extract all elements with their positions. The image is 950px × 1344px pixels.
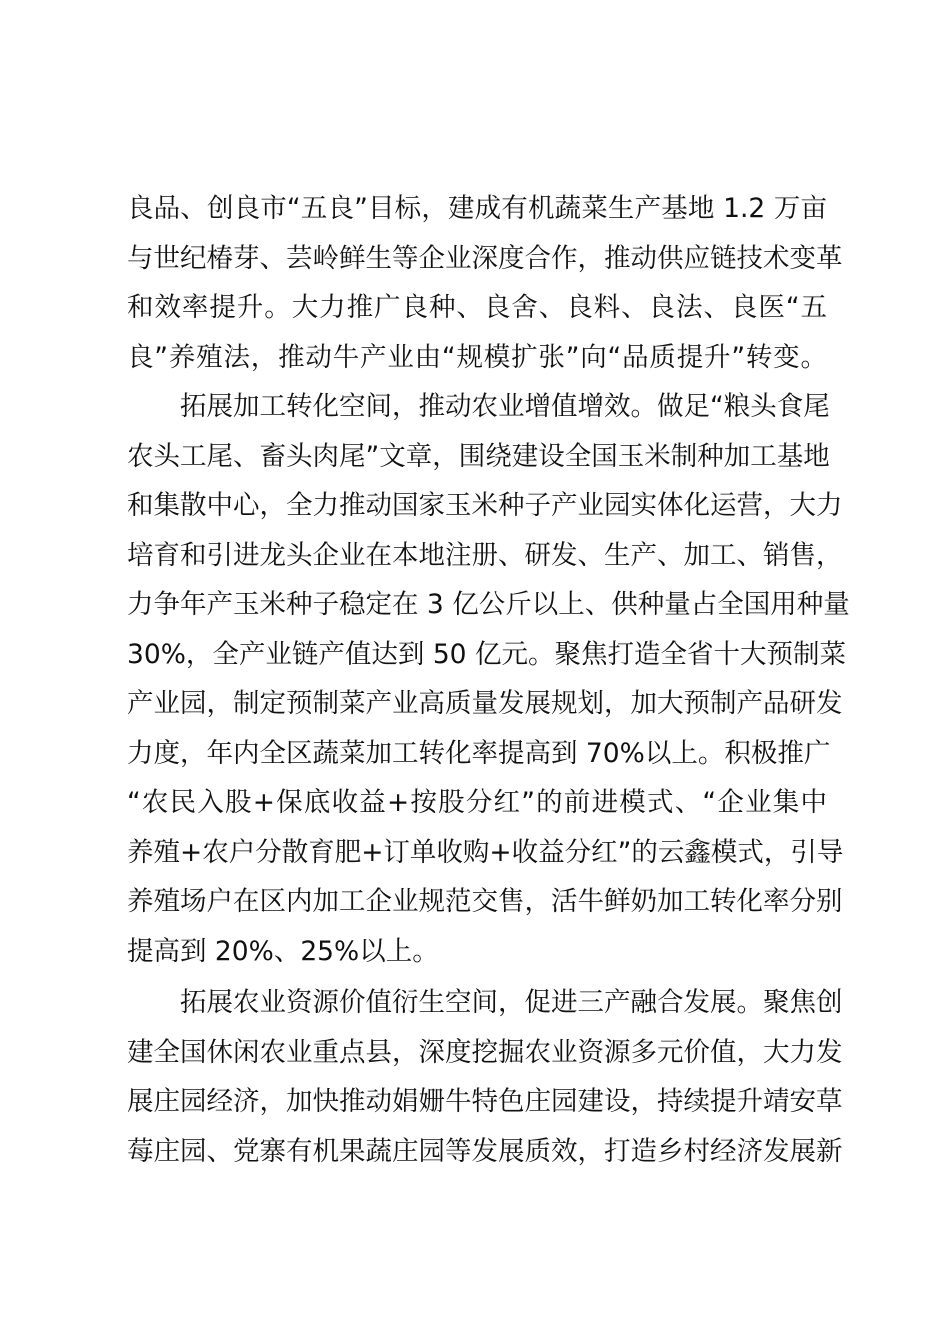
text-line: 农头工尾、畜头肉尾”文章，围绕建设全国玉米制种加工基地: [127, 440, 830, 472]
text-line: 30%，全产业链产值达到 50 亿元。聚焦打造全省十大预制菜: [127, 638, 846, 670]
text-line: 建全国休闲农业重点县，深度挖掘农业资源多元价值，大力发: [127, 1036, 843, 1068]
paragraph-first-line: 拓展加工转化空间，推动农业增值增效。做足“粮头食尾: [180, 391, 830, 422]
text-line: 养殖+农户分散育肥+订单收购+收益分红”的云鑫模式，引导: [127, 836, 844, 868]
text-line: 良品、创良市“五良”目标，建成有机蔬菜生产基地 1.2 万亩: [127, 193, 827, 224]
text-line: 展庄园经济，加快推动娟姗牛特色庄园建设，持续提升靖安草: [127, 1086, 843, 1117]
text-line: 和效率提升。大力推广良种、良舍、良料、良法、良医“五: [127, 292, 827, 323]
text-line: 养殖场户在区内加工企业规范交售，活牛鲜奶加工转化率分别: [127, 886, 843, 917]
text-line: 莓庄园、党寨有机果蔬庄园等发展质效，打造乡村经济发展新: [127, 1135, 843, 1167]
text-line: 产业园，制定预制菜产业高质量发展规划，加大预制产品研发: [127, 688, 843, 719]
text-line: “农民入股+保底收益+按股分红”的前进模式、“企业集中: [127, 787, 827, 818]
text-line: 力争年产玉米种子稳定在 3 亿公斤以上、供种量占全国用种量: [127, 589, 850, 620]
paragraph-first-line: 拓展农业资源价值衍生空间，促进三产融合发展。聚焦创: [180, 987, 843, 1018]
body-text: [127, 184, 850, 1176]
text-line: 与世纪椿芽、芸岭鲜生等企业深度合作，推动供应链技术变革: [127, 242, 843, 274]
text-line: 和集散中心，全力推动国家玉米种子产业园实体化运营，大力: [127, 490, 843, 521]
paragraph-last-line: 提高到 20%、25%以上。: [127, 935, 439, 967]
text-line: 培育和引进龙头企业在本地注册、研发、生产、加工、销售，: [127, 539, 843, 571]
text-line: 力度，年内全区蔬菜加工转化率提高到 70%以上。积极推广: [127, 737, 831, 769]
text-line: 良”养殖法，推动牛产业由“规模扩张”向“品质提升”转变。: [127, 341, 827, 373]
